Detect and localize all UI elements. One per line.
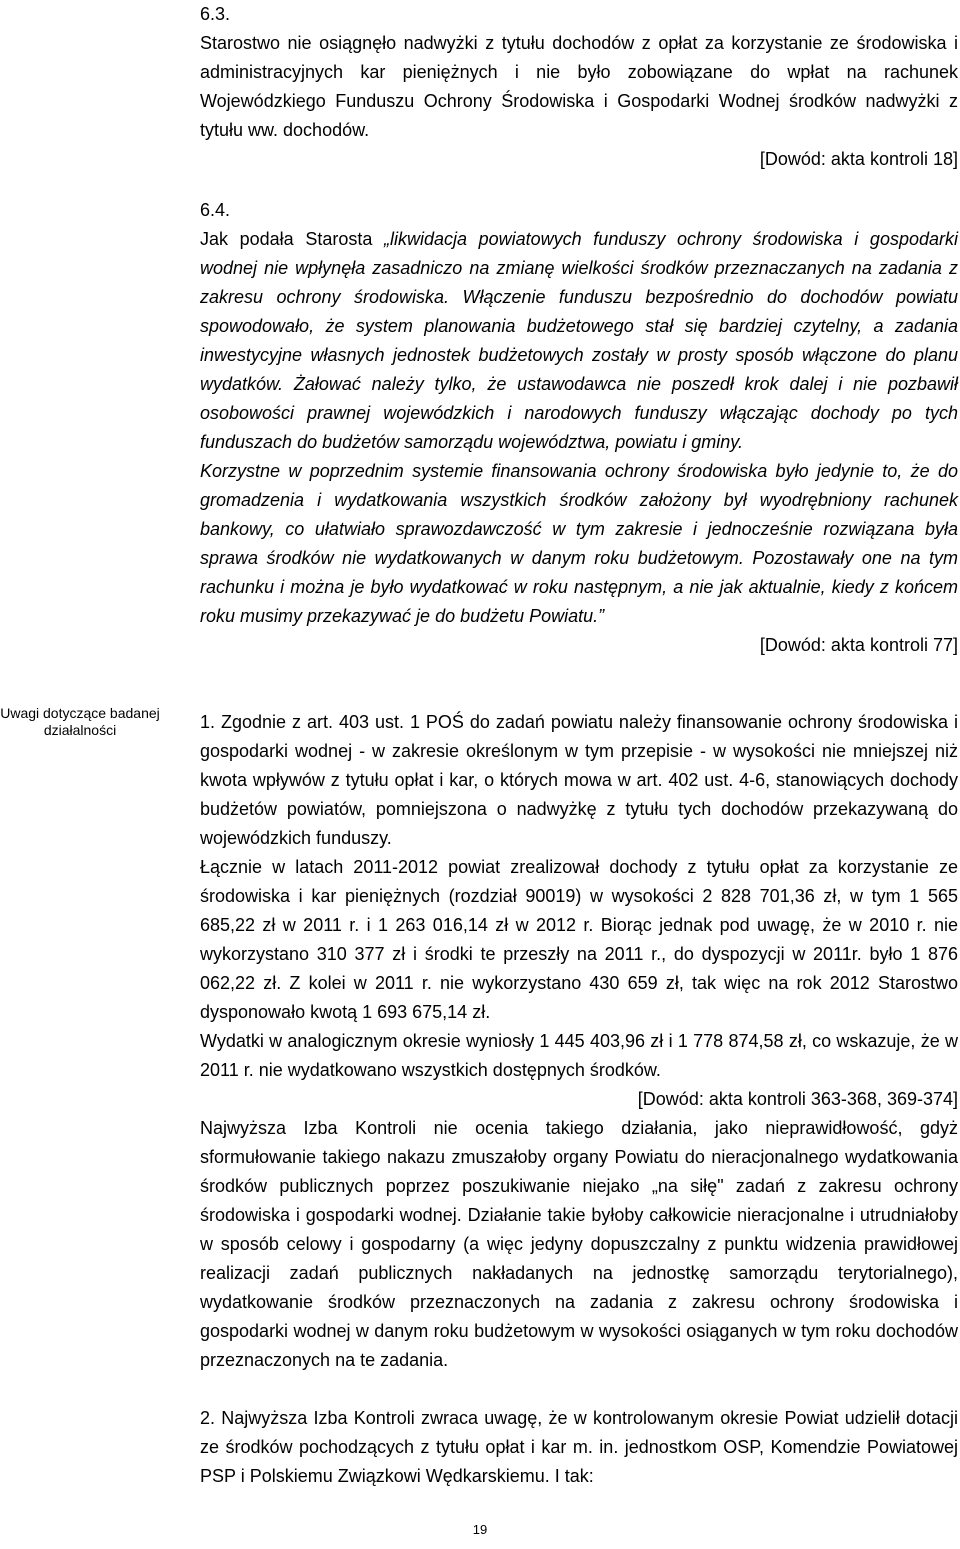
remark-1-income-paragraph: Łącznie w latach 2011-2012 powiat zrealizował dochody z tytułu opłat za korzystanie ze środowiska i kar pieniężnych (rozdział 90019) w wysokości 2 828 701,36 zł, w tym 1 565 685,22 zł w 2011 r. i 1 263 016,14 zł w 2012 r. Biorąc jednak pod uwagę, że w 2010 r. nie wykorzystano 310 377 zł i środki te przeszły na 2011 r., do dyspozycji w 2011r. było 1 876 062,22 zł. Z kolei w 2011 r. nie wykorzystano 430 659 zł, tak więc na rok 2012 Starostwo dysponowało kwotą 1 693 675,14 zł. <box>200 857 958 1022</box>
section-6-4-evidence: [Dowód: akta kontroli 77] <box>759 635 958 655</box>
remarks-section <box>200 708 958 1491</box>
section-6-4-quote-2: Korzystne w poprzednim systemie finansowania ochrony środowiska było jedynie to, że do gromadzenia i wydatkowania wszystkich środków założony był wyodrębniony rachunek bankowy, co ułatwiało sprawozdawczość w tym zakresie i jednocześnie rozwiązana była sprawa środków nie wydatkowanych w danym roku budżetowym. Pozostawały one na tym rachunku i można je było wydatkować w roku następnym, a nie jak aktualnie, kiedy z końcem roku musimy przekazywać je do budżetu Powiatu.” <box>200 461 958 626</box>
remark-2-paragraph: 2. Najwyższa Izba Kontroli zwraca uwagę, że w kontrolowanym okresie Powiat udzielił dotacji ze środków pochodzących z tytułu opłat i kar m. in. jednostkom OSP, Komendzie Powiatowej PSP i Polskiemu Związkowi Wędkarskiemu. I tak: <box>200 1408 958 1486</box>
section-6-4-prefix: Jak podała Starosta <box>200 229 384 249</box>
page-number: 19 <box>472 1522 488 1537</box>
section-6-4-paragraph-1 <box>200 225 958 457</box>
remark-1-assessment-paragraph: Najwyższa Izba Kontroli nie ocenia takiego działania, jako nieprawidłowość, gdyż sformułowanie takiego nakazu zmuszałoby organy Powiatu do nieracjonalnego wydatkowania środków publicznych poprzez poszukiwanie niejako „na siłę" zadań z zakresu ochrony środowiska i gospodarki wodnej. Działanie takie byłoby całkowicie nieracjonalne i utrudniałoby w sposób celowy i gospodarny (a więc jedyny dopuszczalny z punktu widzenia prawidłowej realizacji zadań publicznych nakładanych na jednostkę samorządu terytorialnego), wydatkowanie środków przeznaczonych na zadania z zakresu ochrony środowiska i gospodarki wodnej w danym roku budżetowym w wysokości osiąganych w tym roku dochodów przeznaczonych na te zadania. <box>200 1118 958 1370</box>
section-6-3-evidence: [Dowód: akta kontroli 18] <box>759 149 958 169</box>
section-6-4 <box>200 196 958 660</box>
section-6-4-quote-1: „likwidacja powiatowych funduszy ochrony środowiska i gospodarki wodnej nie wpłynęła zasadniczo na zmianę wielkości środków przeznaczanych na zadania z zakresu ochrony środowiska. Włączenie funduszu bezpośrednio do dochodów powiatu spowodowało, że system planowania budżetowego stał się bardziej czytelny, a zadania inwestycyjne własnych jednostek budżetowych zostały w prosty sposób włączone do planu wydatków. Żałować należy tylko, że ustawodawca nie poszedł krok dalej i nie pozbawił osobowości prawnej wojewódzkich i narodowych funduszy włączając dochody po tych funduszach do budżetów samorządu województwa, powiatu i gminy. <box>200 229 958 452</box>
section-6-3-text: Starostwo nie osiągnęło nadwyżki z tytułu dochodów z opłat za korzystanie ze środowiska i administracyjnych kar pieniężnych i nie było zobowiązane do wpłat na rachunek Wojewódzkiego Funduszu Ochrony Środowiska i Gospodarki Wodnej środków nadwyżki z tytułu ww. dochodów. <box>200 33 958 140</box>
remarks-evidence: [Dowód: akta kontroli 363-368, 369-374] <box>637 1089 958 1109</box>
sidebar-remarks-label: Uwagi dotyczące badanej działalności <box>0 705 160 738</box>
section-6-4-number: 6.4. <box>200 200 231 220</box>
section-6-3 <box>200 0 958 174</box>
remark-1-expenses-paragraph: Wydatki w analogicznym okresie wyniosły 1 445 403,96 zł i 1 778 874,58 zł, co wskazuje, że w 2011 r. nie wydatkowano wszystkich dostępnych środków. <box>200 1031 958 1080</box>
remark-1-paragraph: 1. Zgodnie z art. 403 ust. 1 POŚ do zadań powiatu należy finansowanie ochrony środowiska i gospodarki wodnej - w zakresie określonym w tym przepisie - w wysokości nie mniejszej niż kwota wpływów z tytułu opłat i kar, o których mowa w art. 402 ust. 4-6, stanowiących dochody budżetów powiatów, pomniejszona o nadwyżkę z tytułu tych dochodów przekazywaną do wojewódzkich funduszy. <box>200 712 958 848</box>
section-6-3-number: 6.3. <box>200 4 231 24</box>
